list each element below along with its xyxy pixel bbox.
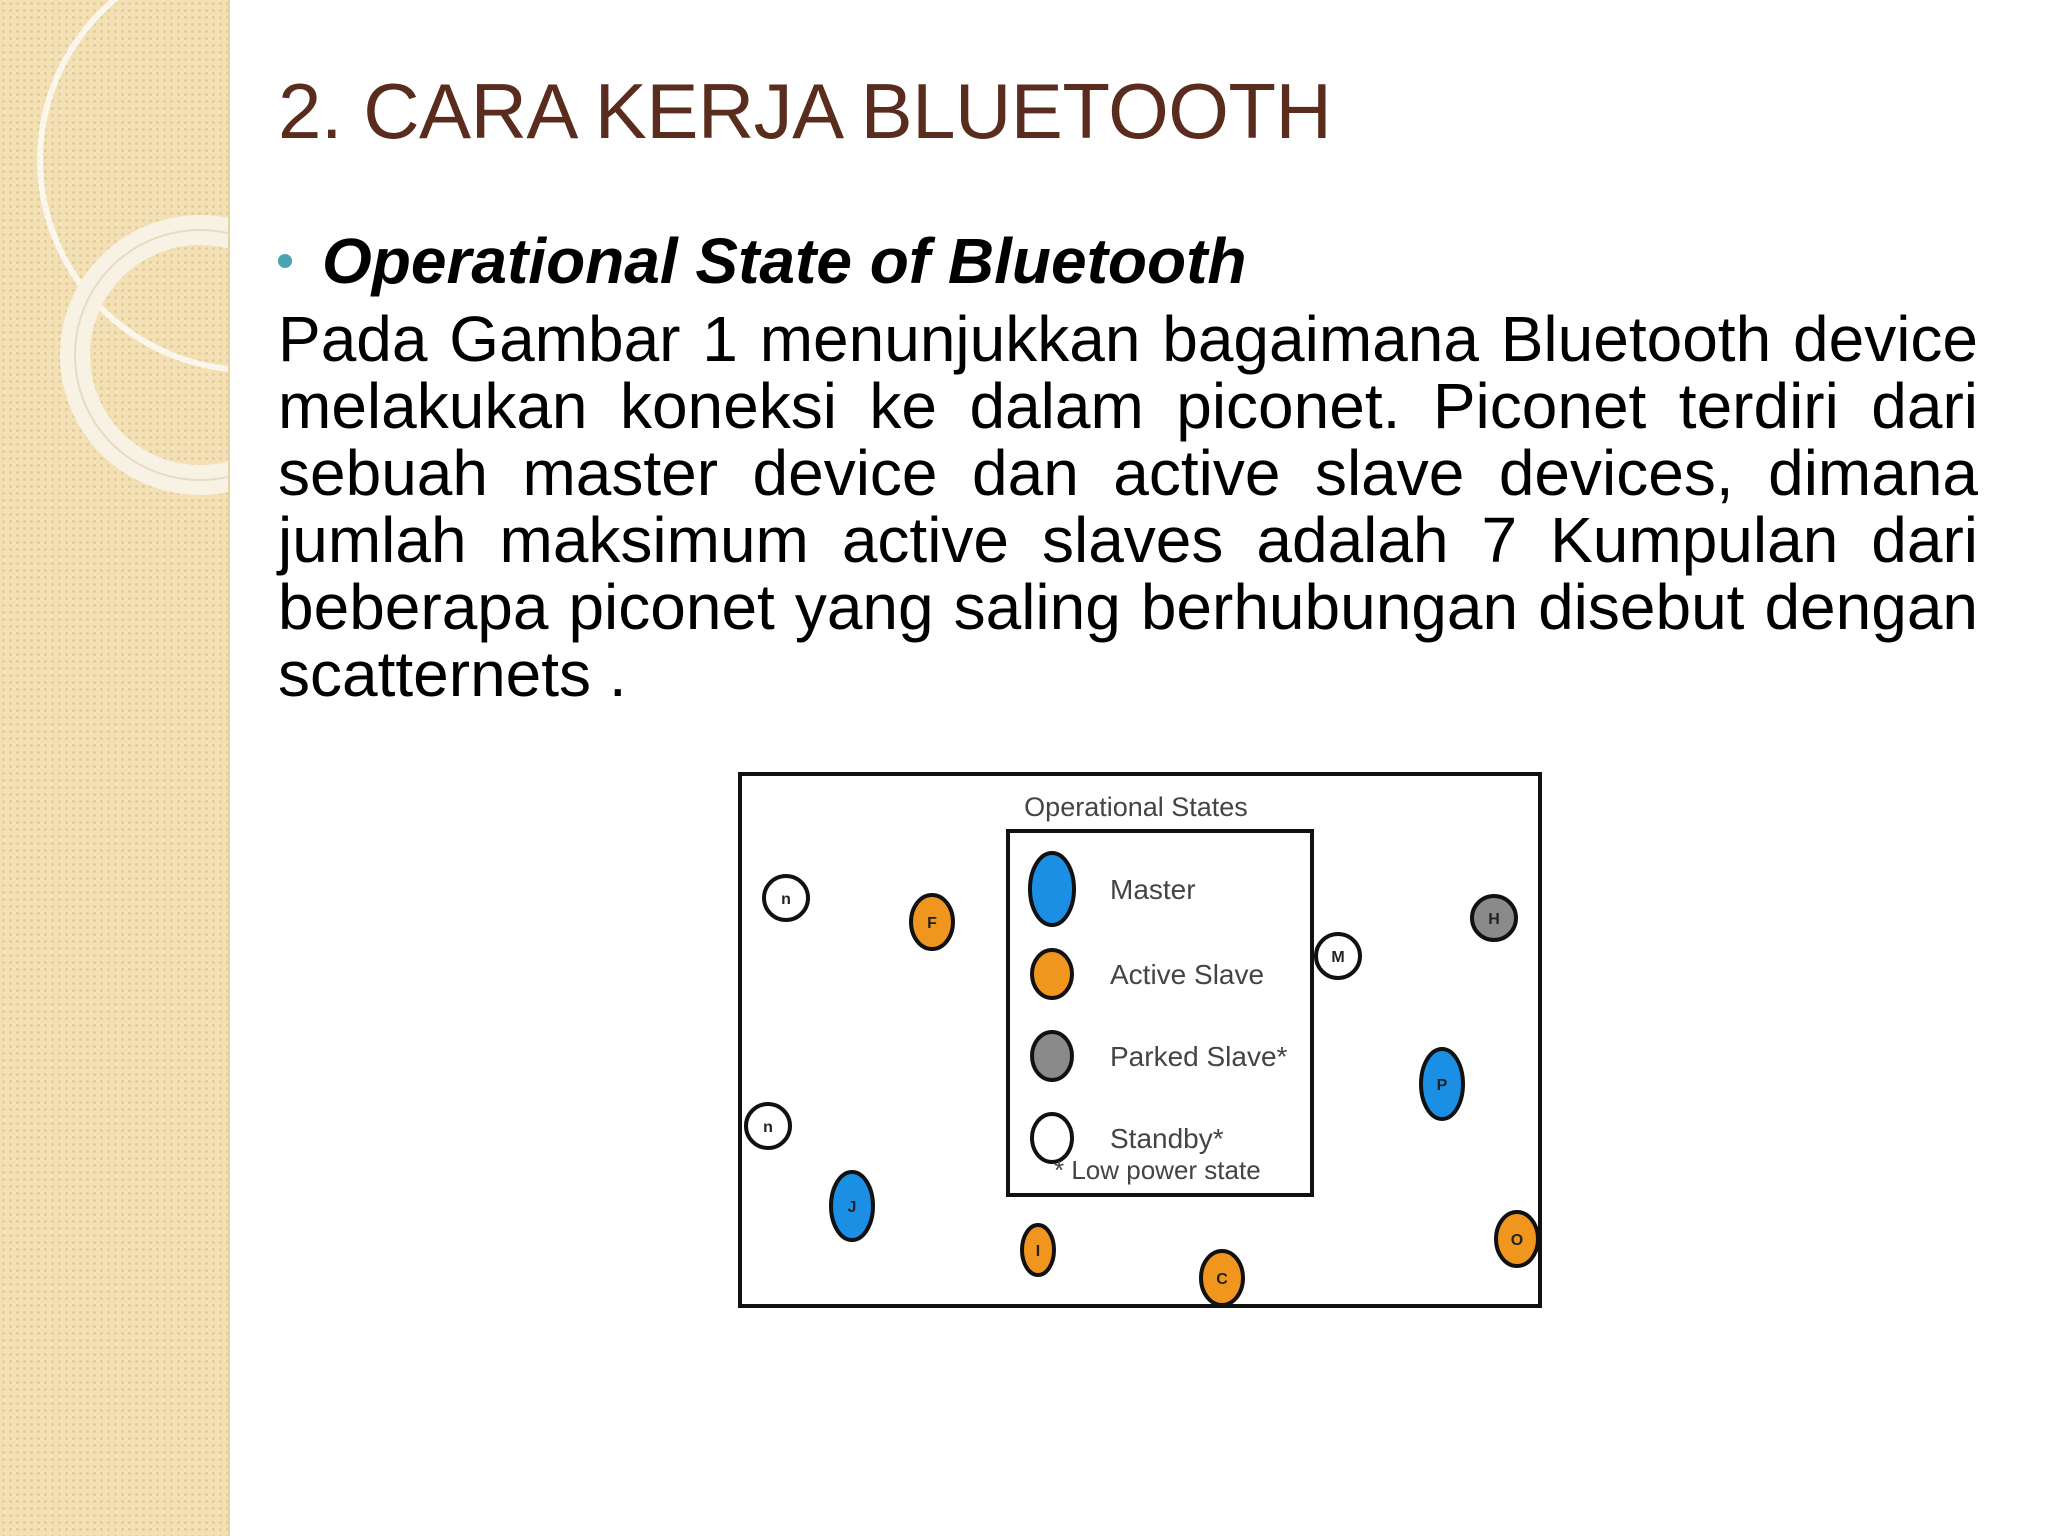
device-node-active — [1201, 1251, 1243, 1304]
legend-swatch-active-icon — [1032, 950, 1072, 998]
bullet-item — [278, 224, 1246, 298]
legend-label: Standby* — [1110, 1123, 1224, 1154]
device-letter: M — [1331, 949, 1345, 966]
decorative-rings — [0, 0, 228, 1536]
device-node-active — [911, 895, 953, 949]
legend-label: Master — [1110, 874, 1196, 905]
device-node-standby — [746, 1104, 790, 1148]
device-node-master — [831, 1172, 873, 1240]
device-node-active — [1022, 1225, 1054, 1275]
device-node-master — [1421, 1049, 1463, 1119]
device-letter: n — [763, 1119, 773, 1136]
device-letter: O — [1510, 1232, 1524, 1249]
device-node-standby — [764, 876, 808, 920]
legend-label: Active Slave — [1110, 959, 1265, 990]
slide-title: 2. CARA KERJA BLUETOOTH — [278, 67, 1332, 155]
legend-title: Operational States — [1024, 792, 1248, 822]
legend-swatch-parked-icon — [1032, 1032, 1072, 1080]
bullet-icon — [278, 254, 292, 268]
device-letter: n — [781, 891, 791, 908]
device-letter: F — [927, 915, 937, 932]
device-letter: C — [1216, 1271, 1228, 1288]
device-node-parked — [1472, 896, 1516, 940]
diagram-canvas — [742, 776, 1538, 1304]
device-letter: H — [1488, 911, 1500, 928]
device-node-standby — [1316, 934, 1360, 978]
decorative-sidebar — [0, 0, 230, 1536]
operational-states-diagram — [738, 772, 1542, 1308]
device-letter: I — [1035, 1243, 1041, 1260]
legend-label: Parked Slave* — [1110, 1041, 1288, 1072]
legend-note: * Low power state — [1054, 1155, 1261, 1185]
body-paragraph: Pada Gambar 1 menunjukkan bagaimana Bluetooth device melakukan koneksi ke dalam piconet. Piconet terdiri dari sebuah master device dan active slave devices, dimana jumlah maksimum active slaves adalah 7 Kumpulan dari beberapa piconet yang saling berhubungan disebut dengan scatternets . — [278, 303, 1978, 710]
device-node-active — [1496, 1212, 1538, 1266]
bullet-heading: Operational State of Bluetooth — [322, 225, 1247, 297]
legend-swatch-master-icon — [1030, 853, 1074, 925]
device-letter: P — [1436, 1077, 1448, 1094]
device-letter: J — [847, 1199, 857, 1216]
